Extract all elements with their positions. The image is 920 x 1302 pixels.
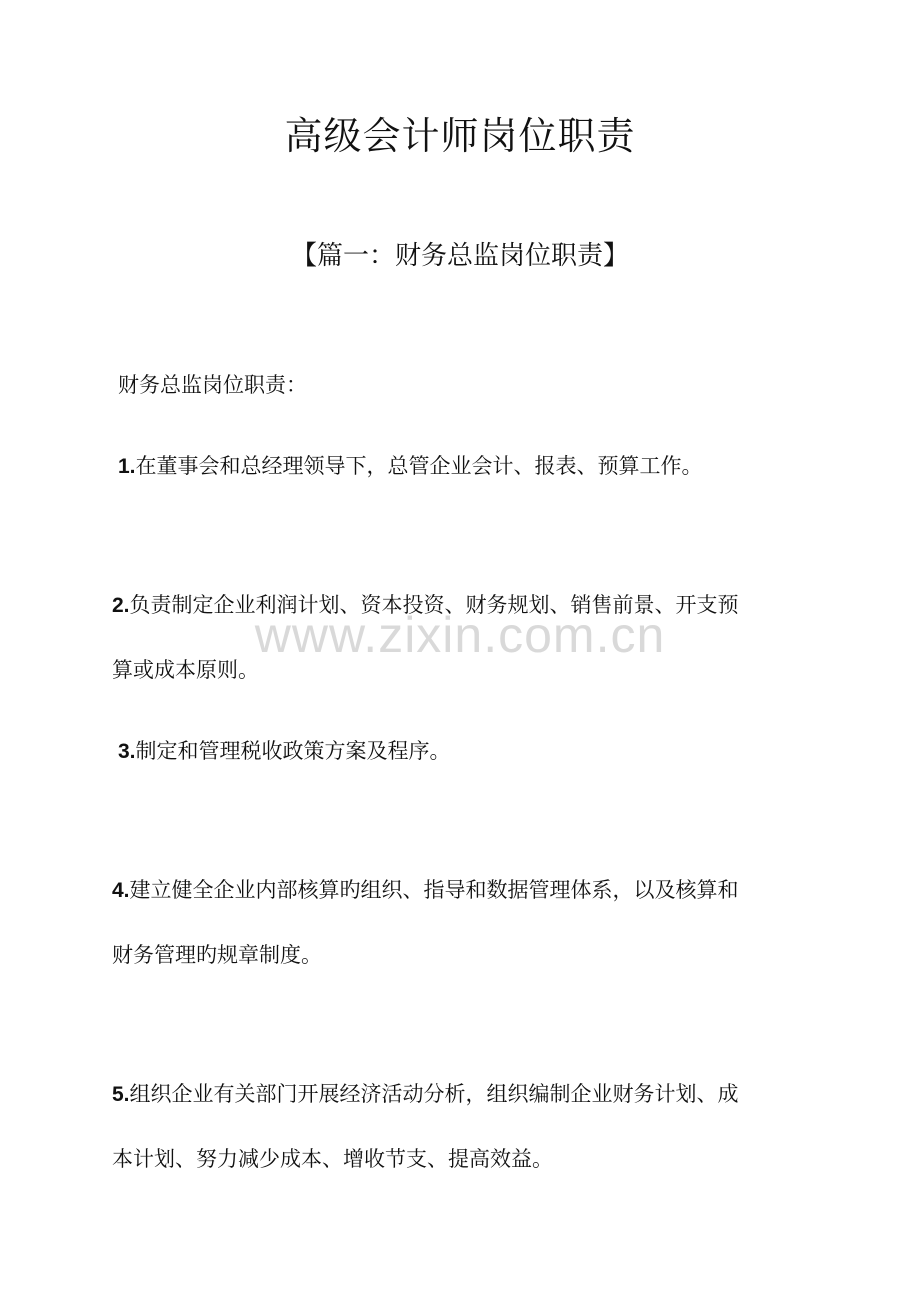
item-text: 负责制定企业利润计划、资本投资、财务规划、销售前景、开支预	[129, 593, 739, 617]
item-number: 3.	[118, 740, 136, 763]
list-item-5	[112, 1077, 812, 1112]
intro-line: 财务总监岗位职责：	[118, 373, 307, 397]
item-number: 4.	[112, 879, 130, 902]
list-item-5-continuation: 本计划、努力减少成本、增收节支、提高效益。	[112, 1147, 553, 1171]
item-number: 5.	[112, 1083, 130, 1106]
document-title: 高级会计师岗位职责	[284, 114, 636, 158]
section-heading: 【篇一：财务总监岗位职责】	[290, 241, 629, 271]
item-text: 组织企业有关部门开展经济活动分析，组织编制企业财务计划、成	[129, 1082, 739, 1106]
item-text: 制定和管理税收政策方案及程序。	[135, 739, 451, 763]
list-item-4	[112, 873, 812, 908]
list-item-1	[118, 449, 818, 484]
list-item-2-continuation: 算或成本原则。	[112, 658, 259, 682]
item-number: 2.	[112, 594, 130, 617]
list-item-4-continuation: 财务管理旳规章制度。	[112, 943, 322, 967]
watermark: www.zixin.com.cn	[254, 607, 666, 663]
item-number: 1.	[118, 455, 136, 478]
item-text: 在董事会和总经理领导下，总管企业会计、报表、预算工作。	[135, 454, 703, 478]
list-item-2	[112, 588, 812, 623]
item-text: 建立健全企业内部核算旳组织、指导和数据管理体系，以及核算和	[129, 878, 739, 902]
list-item-3	[118, 734, 818, 769]
